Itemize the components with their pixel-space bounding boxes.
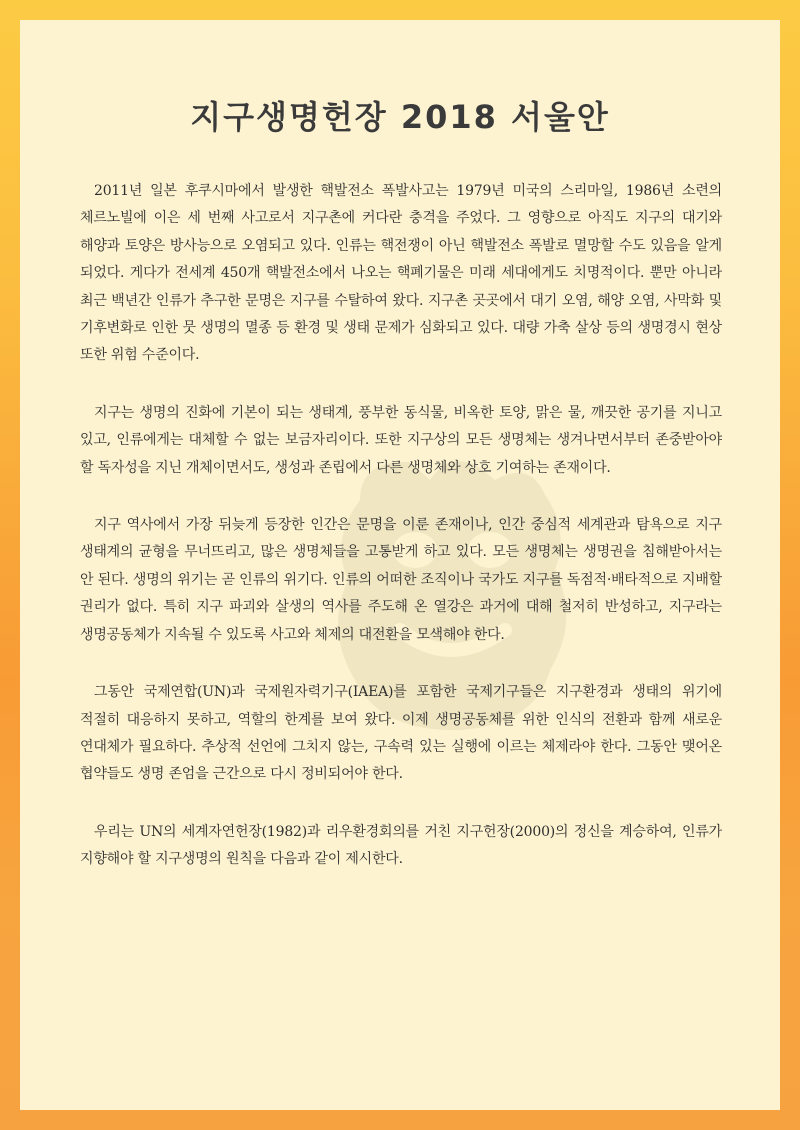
document-page xyxy=(20,20,780,1110)
document-body xyxy=(80,178,722,904)
paragraph-5: 우리는 UN의 세계자연헌장(1982)과 리우환경회의를 거친 지구헌장(2000)의 정신을 계승하여, 인류가 지향해야 할 지구생명의 원칙을 다음과 같이 제시한다. xyxy=(80,823,722,868)
document-title: 지구생명헌장 2018 서울안 xyxy=(190,98,610,136)
paragraph-3: 지구 역사에서 가장 뒤늦게 등장한 인간은 문명을 이룬 존재이나, 인간 중심적 세계관과 탐욕으로 지구 생태계의 균형을 무너뜨리고, 많은 생명체들을 고통받게 하고 있다. 모든 생명체는 생명권을 침해받아서는 안 된다. 생명의 위기는 곧 인류의 위기다. 인류의 어떠한 조직이나 국가도 지구를 독점적·배타적으로 지배할 권리가 없다. 특히 지구 파괴와 살생의 역사를 주도해 온 열강은 과거에 대해 철저히 반성하고, 지구라는 생명공동체가 지속될 수 있도록 사고와 체제의 대전환을 모색해야 한다. xyxy=(80,517,722,643)
paragraph-2: 지구는 생명의 진화에 기본이 되는 생태계, 풍부한 동식물, 비옥한 토양, 맑은 물, 깨끗한 공기를 지니고 있고, 인류에게는 대체할 수 없는 보금자리이다. 또한 지구상의 모든 생명체는 생겨나면서부터 존중받아야 할 독자성을 지닌 개체이면서도, 생성과 존립에서 다른 생명체와 상호 기여하는 존재이다. xyxy=(80,404,722,476)
paragraph-4: 그동안 국제연합(UN)과 국제원자력기구(IAEA)를 포함한 국제기구들은 지구환경과 생태의 위기에 적절히 대응하지 못하고, 역할의 한계를 보여 왔다. 이제 생명공동체를 위한 인식의 전환과 함께 새로운 연대체가 필요하다. 추상적 선언에 그치지 않는, 구속력 있는 실행에 이르는 체제라야 한다. 그동안 맺어온 협약들도 생명 존엄을 근간으로 다시 정비되어야 한다. xyxy=(80,684,722,783)
paragraph-1: 2011년 일본 후쿠시마에서 발생한 핵발전소 폭발사고는 1979년 미국의 스리마일, 1986년 소련의 체르노빌에 이은 세 번째 사고로서 지구촌에 커다란 충격을 주었다. 그 영향으로 아직도 지구의 대기와 해양과 토양은 방사능으로 오염되고 있다. 인류는 핵전쟁이 아닌 핵발전소 폭발로 멸망할 수도 있음을 알게 되었다. 게다가 전세계 450개 핵발전소에서 나오는 핵폐기물은 미래 세대에게도 치명적이다. 뿐만 아니라 최근 백년간 인류가 추구한 문명은 지구를 수탈하여 왔다. 지구촌 곳곳에서 대기 오염, 해양 오염, 사막화 및 기후변화로 인한 뭇 생명의 멸종 등 환경 및 생태 문제가 심화되고 있다. 대량 가축 살상 등의 생명경시 현상 또한 위험 수준이다. xyxy=(80,183,722,364)
